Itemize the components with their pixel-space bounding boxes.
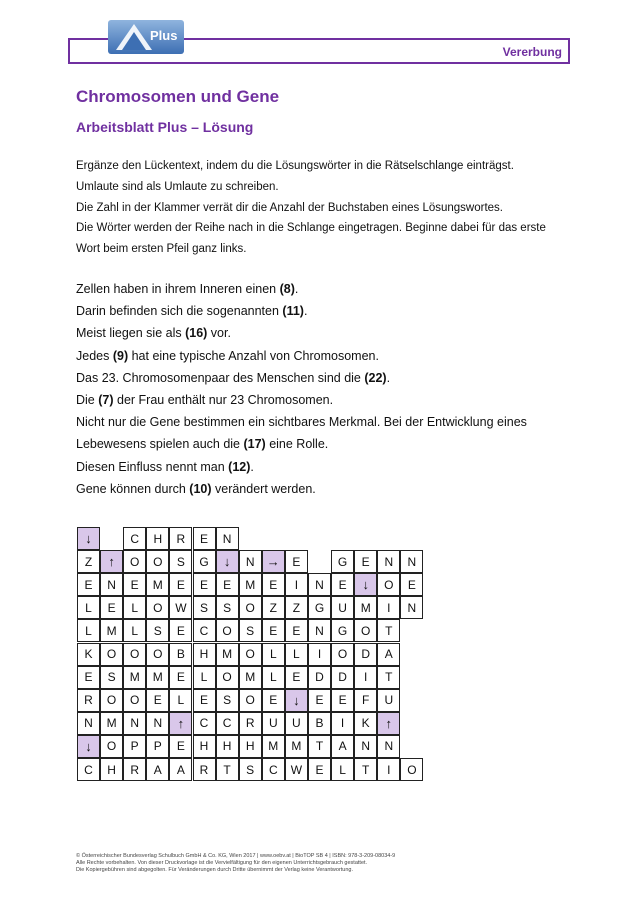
letter-cell: E <box>331 689 354 712</box>
letter-cell: D <box>308 666 331 689</box>
letter-cell: O <box>123 689 146 712</box>
arrow-cell: → <box>262 550 285 573</box>
letter-cell: L <box>77 596 100 619</box>
sentence: Gene können durch (10) verändert werden. <box>76 481 316 496</box>
arrow-cell: ↓ <box>77 527 100 550</box>
letter-cell: C <box>193 619 216 642</box>
topic-label: Vererbung <box>502 45 562 59</box>
letter-cell: B <box>308 712 331 735</box>
letter-cell: R <box>169 527 192 550</box>
page-title: Chromosomen und Gene <box>76 87 280 106</box>
letter-cell: E <box>193 689 216 712</box>
instruction-line: Umlaute sind als Umlaute zu schreiben. <box>76 180 279 193</box>
letter-cell: A <box>331 735 354 758</box>
letter-cell: M <box>354 596 377 619</box>
letter-cell: I <box>354 666 377 689</box>
logo-text: Plus <box>150 28 178 43</box>
letter-cell: E <box>285 666 308 689</box>
letter-cell: O <box>146 596 169 619</box>
letter-cell: M <box>100 712 123 735</box>
page-subtitle: Arbeitsblatt Plus – Lösung <box>76 119 254 135</box>
letter-cell: U <box>377 689 400 712</box>
letter-cell: S <box>146 619 169 642</box>
letter-cell: O <box>216 666 239 689</box>
letter-cell: L <box>169 689 192 712</box>
arrow-cell: ↑ <box>100 550 123 573</box>
letter-cell: E <box>354 550 377 573</box>
letter-cell: O <box>331 643 354 666</box>
letter-cell: E <box>123 573 146 596</box>
letter-cell: R <box>193 758 216 781</box>
letter-cell: E <box>193 573 216 596</box>
letter-cell: W <box>169 596 192 619</box>
letter-cell: E <box>331 573 354 596</box>
letter-cell: M <box>285 735 308 758</box>
letter-cell: M <box>239 573 262 596</box>
letter-cell: R <box>239 712 262 735</box>
letter-cell: E <box>169 735 192 758</box>
sentence: Nicht nur die Gene bestimmen ein sichtbares Merkmal. Bei der Entwicklung eines <box>76 415 527 430</box>
letter-cell: I <box>377 596 400 619</box>
letter-cell: H <box>239 735 262 758</box>
letter-cell: E <box>77 573 100 596</box>
letter-cell: I <box>285 573 308 596</box>
footer: © Österreichischer Bundesverlag Schulbuch GmbH & Co. KG, Wien 2017 | www.oebv.at | BioTOP SB 4 | ISBN: 978-3-209-08034-9 Alle Rechte vorbehalten. Von dieser Druckvorlage ist die Vervielfältigung für den eigenen Unterrichtsgebrauch gestattet. Die Kopiergebühren sind abgegolten. Für Veränderungen durch Dritte übernimmt der Verlag keine Verantwortung. <box>76 853 396 873</box>
letter-cell: Z <box>77 550 100 573</box>
letter-cell: C <box>77 758 100 781</box>
letter-cell: E <box>262 573 285 596</box>
plus-logo <box>108 20 184 54</box>
letter-cell: N <box>308 573 331 596</box>
letter-cell: T <box>308 735 331 758</box>
letter-cell: I <box>377 758 400 781</box>
letter-cell: P <box>146 735 169 758</box>
letter-cell: T <box>216 758 239 781</box>
letter-cell: K <box>77 643 100 666</box>
letter-cell: S <box>169 550 192 573</box>
letter-cell: T <box>354 758 377 781</box>
letter-cell: M <box>146 573 169 596</box>
letter-cell: I <box>308 643 331 666</box>
letter-cell: N <box>400 596 423 619</box>
letter-cell: G <box>331 550 354 573</box>
sentence: Lebewesens spielen auch die (17) eine Rolle. <box>76 437 329 452</box>
arrow-cell: ↓ <box>285 689 308 712</box>
letter-cell: O <box>146 550 169 573</box>
letter-cell: E <box>100 596 123 619</box>
letter-cell: A <box>377 643 400 666</box>
letter-cell: N <box>77 712 100 735</box>
letter-cell: L <box>262 666 285 689</box>
letter-cell: O <box>377 573 400 596</box>
letter-cell: H <box>146 527 169 550</box>
letter-cell: O <box>123 550 146 573</box>
letter-cell: N <box>123 712 146 735</box>
letter-cell: L <box>123 619 146 642</box>
letter-cell: I <box>331 712 354 735</box>
letter-cell: M <box>216 643 239 666</box>
letter-cell: W <box>285 758 308 781</box>
sentence: Zellen haben in ihrem Inneren einen (8). <box>76 282 299 296</box>
letter-cell: M <box>262 735 285 758</box>
letter-cell: L <box>262 643 285 666</box>
letter-cell: L <box>193 666 216 689</box>
letter-cell: E <box>308 689 331 712</box>
letter-cell: A <box>169 758 192 781</box>
letter-cell: T <box>377 666 400 689</box>
letter-cell: B <box>169 643 192 666</box>
letter-cell: E <box>308 758 331 781</box>
letter-cell: O <box>239 643 262 666</box>
letter-cell: O <box>239 596 262 619</box>
letter-cell: N <box>239 550 262 573</box>
letter-cell: Z <box>262 596 285 619</box>
letter-cell: O <box>216 619 239 642</box>
letter-cell: E <box>146 689 169 712</box>
instruction-line: Die Zahl in der Klammer verrät dir die Anzahl der Buchstaben eines Lösungswortes. <box>76 201 503 214</box>
letter-cell: M <box>123 666 146 689</box>
letter-cell: E <box>285 619 308 642</box>
letter-cell: D <box>331 666 354 689</box>
letter-cell: N <box>146 712 169 735</box>
letter-cell: O <box>100 689 123 712</box>
letter-cell: M <box>239 666 262 689</box>
letter-cell: S <box>216 596 239 619</box>
letter-cell: N <box>100 573 123 596</box>
letter-cell: N <box>377 550 400 573</box>
letter-cell: G <box>193 550 216 573</box>
letter-cell: E <box>262 689 285 712</box>
letter-cell: O <box>123 643 146 666</box>
letter-cell: E <box>169 619 192 642</box>
letter-cell: G <box>308 596 331 619</box>
letter-cell: O <box>239 689 262 712</box>
letter-cell: G <box>331 619 354 642</box>
letter-cell: H <box>216 735 239 758</box>
letter-cell: M <box>100 619 123 642</box>
arrow-cell: ↓ <box>354 573 377 596</box>
letter-cell: L <box>285 643 308 666</box>
letter-cell: H <box>100 758 123 781</box>
arrow-cell: ↑ <box>169 712 192 735</box>
letter-cell: S <box>100 666 123 689</box>
letter-cell: L <box>331 758 354 781</box>
letter-cell: U <box>262 712 285 735</box>
sentence: Darin befinden sich die sogenannten (11). <box>76 304 308 319</box>
letter-cell: U <box>285 712 308 735</box>
letter-cell: H <box>193 735 216 758</box>
letter-cell: A <box>146 758 169 781</box>
letter-cell: N <box>308 619 331 642</box>
sentence: Diesen Einfluss nennt man (12). <box>76 459 254 474</box>
letter-cell: M <box>146 666 169 689</box>
sentence: Jedes (9) hat eine typische Anzahl von Chromosomen. <box>76 348 379 363</box>
letter-cell: P <box>123 735 146 758</box>
letter-cell: D <box>354 643 377 666</box>
letter-cell: E <box>77 666 100 689</box>
letter-cell: E <box>193 527 216 550</box>
letter-cell: N <box>354 735 377 758</box>
letter-cell: N <box>216 527 239 550</box>
letter-cell: T <box>377 619 400 642</box>
letter-cell: E <box>285 550 308 573</box>
letter-cell: O <box>400 758 423 781</box>
cloze-text <box>76 278 576 500</box>
arrow-cell: ↑ <box>377 712 400 735</box>
letter-cell: F <box>354 689 377 712</box>
letter-cell: C <box>193 712 216 735</box>
letter-cell: O <box>100 735 123 758</box>
letter-cell: S <box>239 619 262 642</box>
letter-cell: S <box>193 596 216 619</box>
sentence: Meist liegen sie als (16) vor. <box>76 326 231 341</box>
letter-cell: O <box>100 643 123 666</box>
sentence: Das 23. Chromosomenpaar des Menschen sind die (22). <box>76 370 391 385</box>
letter-cell: C <box>216 712 239 735</box>
letter-cell: H <box>193 643 216 666</box>
arrow-cell: ↓ <box>77 735 100 758</box>
sentence: Die (7) der Frau enthält nur 23 Chromosomen. <box>76 393 334 408</box>
letter-cell: O <box>146 643 169 666</box>
letter-cell: C <box>123 527 146 550</box>
letter-cell: S <box>239 758 262 781</box>
letter-cell: Z <box>285 596 308 619</box>
letter-cell: E <box>400 573 423 596</box>
letter-cell: C <box>262 758 285 781</box>
instructions <box>76 156 576 260</box>
instruction-line: Wort beim ersten Pfeil ganz links. <box>76 243 247 256</box>
instruction-line: Ergänze den Lückentext, indem du die Lösungswörter in die Rätselschlange einträgst. <box>76 160 514 172</box>
letter-cell: L <box>123 596 146 619</box>
letter-cell: R <box>123 758 146 781</box>
letter-cell: E <box>262 619 285 642</box>
letter-cell: S <box>216 689 239 712</box>
letter-cell: R <box>77 689 100 712</box>
instruction-line: Die Wörter werden der Reihe nach in die Schlange eingetragen. Beginne dabei für das erste <box>76 222 546 235</box>
letter-cell: N <box>377 735 400 758</box>
letter-cell: E <box>169 573 192 596</box>
letter-cell: U <box>331 596 354 619</box>
letter-cell: N <box>400 550 423 573</box>
letter-cell: E <box>216 573 239 596</box>
letter-cell: O <box>354 619 377 642</box>
letter-cell: E <box>169 666 192 689</box>
arrow-cell: ↓ <box>216 550 239 573</box>
letter-cell: K <box>354 712 377 735</box>
letter-cell: L <box>77 619 100 642</box>
